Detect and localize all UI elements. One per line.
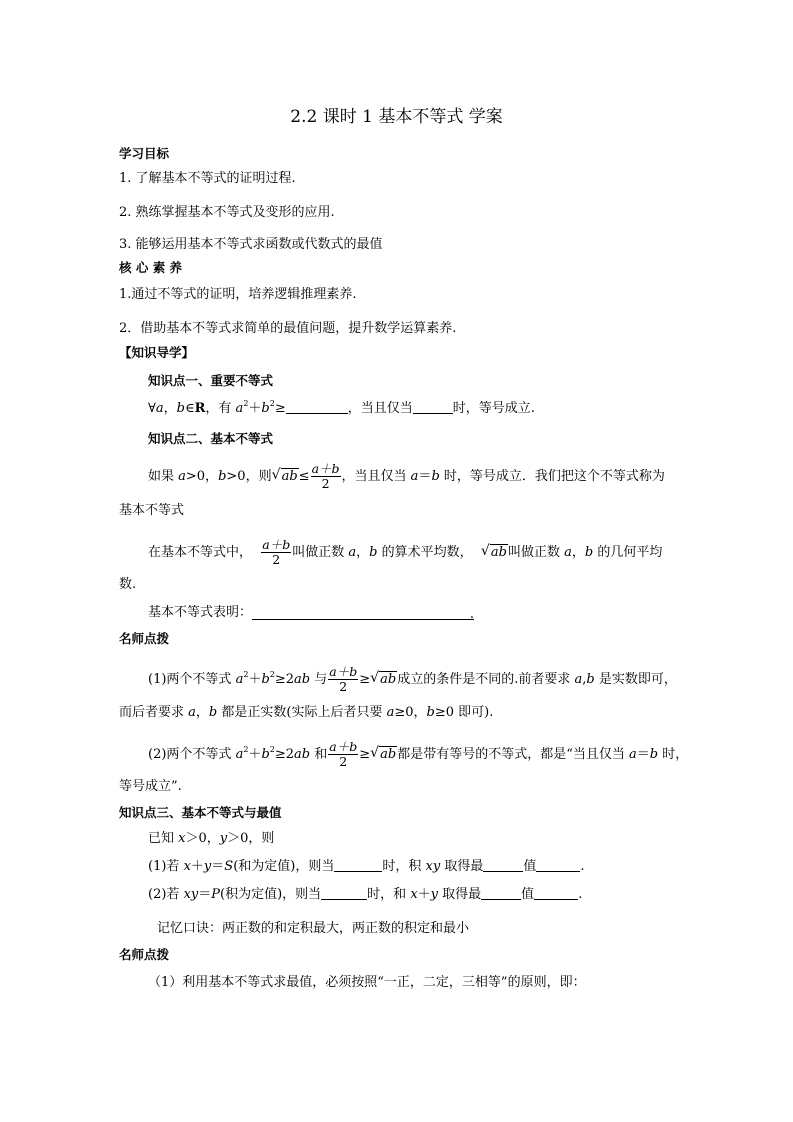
kp2-theorem: 如果 a>0，b>0，则√ ab≤ $\frac{a+b}{2}$ ，当且仅当 a＝b 时，等号成立．我们把这个不等式称为: [148, 462, 665, 491]
kp3-given: 已知 x＞0，y＞0，则: [148, 831, 275, 846]
kp3-memo: 记忆口诀：两正数的和定积最大，两正数的积定和最小: [157, 921, 470, 936]
tips1-point1: (1)两个不等式 $a^2+b^2\ge 2ab$ 与 $\frac{a+b}{2}$ ≥√ ab成立的条件是不同的.前者要求 a,b 是实数即可，: [148, 665, 677, 694]
kp3-heading: 知识点三、基本不等式与最值: [119, 805, 282, 820]
answer-blank[interactable]: [334, 858, 382, 872]
answer-blank[interactable]: .: [252, 606, 474, 620]
answer-blank[interactable]: [534, 886, 578, 900]
tips2-point1: （1）利用基本不等式求最值，必须按照“一正，二定，三相等”的原则，即：: [148, 975, 586, 990]
fraction: $\frac{a+b}{2}$: [311, 461, 340, 491]
tips2-heading: 名师点拨: [119, 947, 170, 962]
fraction: $\frac{a+b}{2}$: [329, 664, 358, 694]
fraction: $\frac{a+b}{2}$: [329, 739, 358, 769]
answer-blank[interactable]: [321, 886, 367, 900]
kp2-theorem-cont: 基本不等式: [119, 503, 185, 518]
fraction: $\frac{a+b}{2}$: [262, 537, 291, 567]
guide-heading: 【知识导学】: [119, 345, 195, 360]
kp3-case2: (2)若 xy＝P(积为定值)，则当 时，和 x＋y 取得最 值 .: [148, 887, 583, 902]
kp2-heading: 知识点二、基本不等式: [148, 431, 274, 446]
sqrt-ab: √ ab: [370, 746, 397, 764]
answer-blank[interactable]: [413, 400, 453, 414]
tips1-point2: (2)两个不等式 $a^2+b^2\ge 2ab$ 和 $\frac{a+b}{2}$ ≥√ ab都是带有等号的不等式，都是“当且仅当 a＝b 时，: [148, 740, 688, 769]
goal-item: 2. 熟练掌握基本不等式及变形的应用.: [119, 205, 335, 220]
answer-blank[interactable]: [481, 886, 521, 900]
kp2-means: 在基本不等式中， $\frac{a+b}{2}$ 叫做正数 a，b 的算术平均数， √ ab叫做正数 a，b 的几何平均: [148, 538, 662, 567]
sqrt-ab: √ ab: [370, 671, 397, 689]
kp1-statement: ∀a，b∈R，有 $a^2+b^2\ge$ ，当且仅当 时，等号成立.: [148, 399, 535, 416]
answer-blank[interactable]: [536, 858, 580, 872]
literacy-item: 1.通过不等式的证明，培养逻辑推理素养.: [119, 287, 357, 302]
sqrt-ab: √ ab: [272, 468, 299, 486]
kp3-case1: (1)若 x＋y＝S(和为定值)，则当 时，积 xy 取得最 值 .: [148, 859, 585, 874]
goal-item: 3. 能够运用基本不等式求函数或代数式的最值: [119, 237, 383, 252]
goals-heading: 学习目标: [119, 146, 170, 161]
sqrt-ab: √ ab: [481, 544, 508, 562]
kp2-means-cont: 数.: [119, 577, 137, 592]
answer-blank[interactable]: [286, 400, 348, 414]
literacy-heading: 核 心 素 养: [119, 260, 183, 275]
literacy-item: 2．借助基本不等式求简单的最值问题，提升数学运算素养.: [119, 321, 457, 336]
goal-item: 1. 了解基本不等式的证明过程.: [119, 171, 296, 186]
kp1-heading: 知识点一、重要不等式: [148, 373, 274, 388]
kp2-meaning: 基本不等式表明： .: [148, 605, 475, 622]
tips1-point2-cont: 等号成立”.: [119, 779, 182, 794]
page-title: 2.2 课时 1 基本不等式 学案: [290, 107, 503, 127]
answer-blank[interactable]: [483, 858, 523, 872]
tips1-point1-cont: 而后者要求 a，b 都是正实数(实际上后者只要 a≥0，b≥0 即可).: [119, 705, 494, 720]
tips1-heading: 名师点拨: [119, 631, 170, 646]
